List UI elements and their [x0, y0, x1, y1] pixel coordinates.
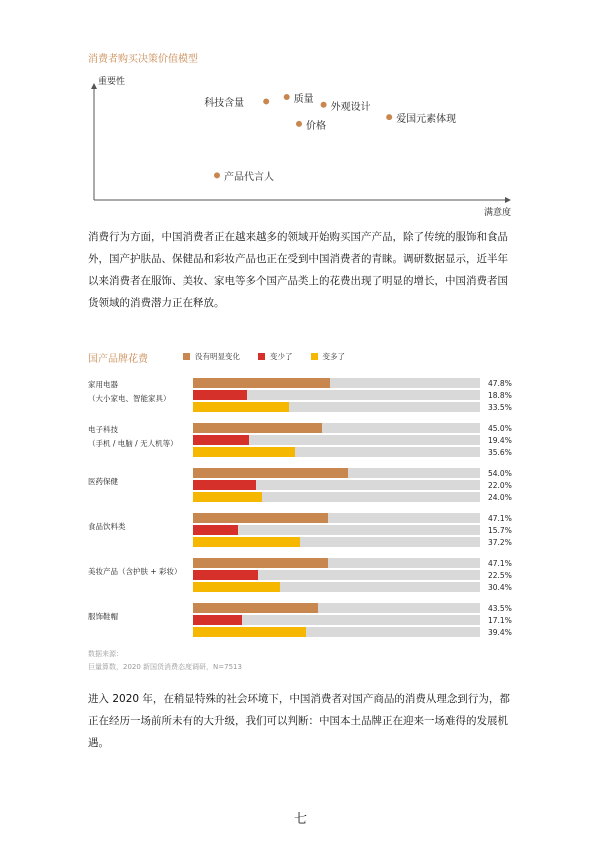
bar-fill [193, 582, 280, 592]
bar-value-label: 19.4% [488, 435, 512, 445]
bar-track [193, 525, 480, 535]
category-line: 食品饮料类 [88, 522, 126, 531]
paragraph-conclusion: 进入 2020 年，在稍显特殊的社会环境下，中国消费者对国产商品的消费从理念到行为，都正在经历一场前所未有的大升级，我们可以判断：中国本土品牌正在迎来一场难得的发展机遇。 [88, 693, 510, 749]
scatter-point-label: 科技含量 [204, 98, 245, 110]
legend-swatch [311, 353, 318, 360]
bar-track [193, 378, 480, 388]
bar-value-label: 47.8% [488, 378, 512, 388]
bar-fill [193, 615, 242, 625]
bar-value-label: 47.1% [488, 558, 512, 568]
legend-item-more [311, 351, 346, 362]
scatter-point-label: 外观设计 [330, 101, 371, 113]
page-number: 七 [294, 812, 308, 827]
bar-value-label: 22.5% [488, 570, 512, 580]
data-source [88, 648, 242, 674]
scatter-point-label: 爱国元素体现 [396, 114, 457, 126]
category-line: 美妆产品（含护肤 + 彩妆） [88, 567, 182, 576]
scatter-point-label: 质量 [293, 93, 314, 105]
bar-value-label: 30.4% [488, 582, 512, 592]
bar-track [193, 390, 480, 400]
bar-value-label: 35.6% [488, 447, 512, 457]
bar-value-label: 39.4% [488, 627, 512, 637]
bar-fill [193, 402, 289, 412]
bar-fill [193, 390, 247, 400]
scatter-point [321, 102, 327, 108]
bar-track [193, 582, 480, 592]
bar-value-label: 54.0% [488, 468, 512, 478]
category-line: 服饰鞋帽 [88, 612, 118, 621]
bar-track [193, 513, 480, 523]
bar-track [193, 558, 480, 568]
bar-category-label [88, 565, 182, 579]
bar-value-label: 43.5% [488, 603, 512, 613]
bar-value-label: 18.8% [488, 390, 512, 400]
bar-track [193, 570, 480, 580]
bar-fill [193, 603, 318, 613]
bar-value-label: 15.7% [488, 525, 512, 535]
source-text: 巨量算数，2020 新国货消费态度调研，N=7513 [88, 663, 242, 671]
legend-swatch [183, 353, 190, 360]
bar-track [193, 423, 480, 433]
bar-track [193, 615, 480, 625]
scatter-point [284, 94, 290, 100]
bar-fill [193, 492, 262, 502]
scatter-point [386, 114, 392, 120]
scatter-title: 消费者购买决策价值模型 [88, 54, 198, 65]
bar-track [193, 627, 480, 637]
category-line: 电子科技 [88, 425, 118, 434]
bar-category-label [88, 378, 171, 406]
bar-track [193, 402, 480, 412]
bar-legend [183, 351, 345, 362]
bar-track [193, 480, 480, 490]
bar-fill [193, 378, 330, 388]
legend-label: 没有明显变化 [195, 352, 240, 361]
legend-item-no-change [183, 351, 240, 362]
bar-category-label [88, 423, 178, 451]
bar-value-label: 33.5% [488, 402, 512, 412]
bar-fill [193, 525, 238, 535]
bar-category-label [88, 475, 118, 489]
bar-fill [193, 423, 322, 433]
paragraph-consumer-behavior: 消费行为方面，中国消费者正在越来越多的领域开始购买国产产品，除了传统的服饰和食品外，国产护肤品、保健品和彩妆产品也正在受到中国消费者的青睐。调研数据显示，近半年以来消费者在服饰、美妆、家电等多个国产品类上的花费出现了明显的增长，中国消费者国货领域的消费潜力正在释放。 [88, 231, 508, 309]
scatter-point [296, 121, 302, 127]
legend-swatch [258, 353, 265, 360]
bar-fill [193, 627, 306, 637]
bar-fill [193, 468, 348, 478]
bar-fill [193, 570, 258, 580]
legend-label: 变多了 [322, 352, 345, 361]
scatter-point-label: 产品代言人 [224, 172, 274, 184]
y-axis-label: 重要性 [98, 77, 126, 87]
bar-fill [193, 558, 328, 568]
x-axis-label: 满意度 [484, 208, 512, 218]
bar-track [193, 435, 480, 445]
bar-chart-title: 国产品牌花费 [88, 354, 148, 365]
bar-fill [193, 480, 256, 490]
bar-fill [193, 537, 300, 547]
bar-value-label: 22.0% [488, 480, 512, 490]
bar-track [193, 468, 480, 478]
bar-fill [193, 435, 249, 445]
bar-value-label: 45.0% [488, 423, 512, 433]
legend-label: 变少了 [270, 352, 293, 361]
category-subline: （大小家电、智能家具） [88, 394, 171, 403]
scatter-point [263, 98, 269, 104]
bar-track [193, 447, 480, 457]
bar-fill [193, 447, 295, 457]
bar-track [193, 603, 480, 613]
bar-value-label: 24.0% [488, 492, 512, 502]
bar-category-label [88, 610, 118, 624]
bar-fill [193, 513, 328, 523]
bar-track [193, 537, 480, 547]
bar-category-label [88, 520, 126, 534]
bar-value-label: 37.2% [488, 537, 512, 547]
bar-value-label: 17.1% [488, 615, 512, 625]
source-label: 数据来源： [88, 650, 123, 658]
scatter-point-label: 价格 [306, 120, 326, 132]
legend-item-less [258, 351, 293, 362]
scatter-chart [0, 0, 600, 230]
category-line: 家用电器 [88, 380, 118, 389]
scatter-point [214, 172, 220, 178]
category-line: 医药保健 [88, 477, 118, 486]
bar-value-label: 47.1% [488, 513, 512, 523]
category-subline: （手机 / 电脑 / 无人机等） [88, 439, 178, 448]
bar-track [193, 492, 480, 502]
